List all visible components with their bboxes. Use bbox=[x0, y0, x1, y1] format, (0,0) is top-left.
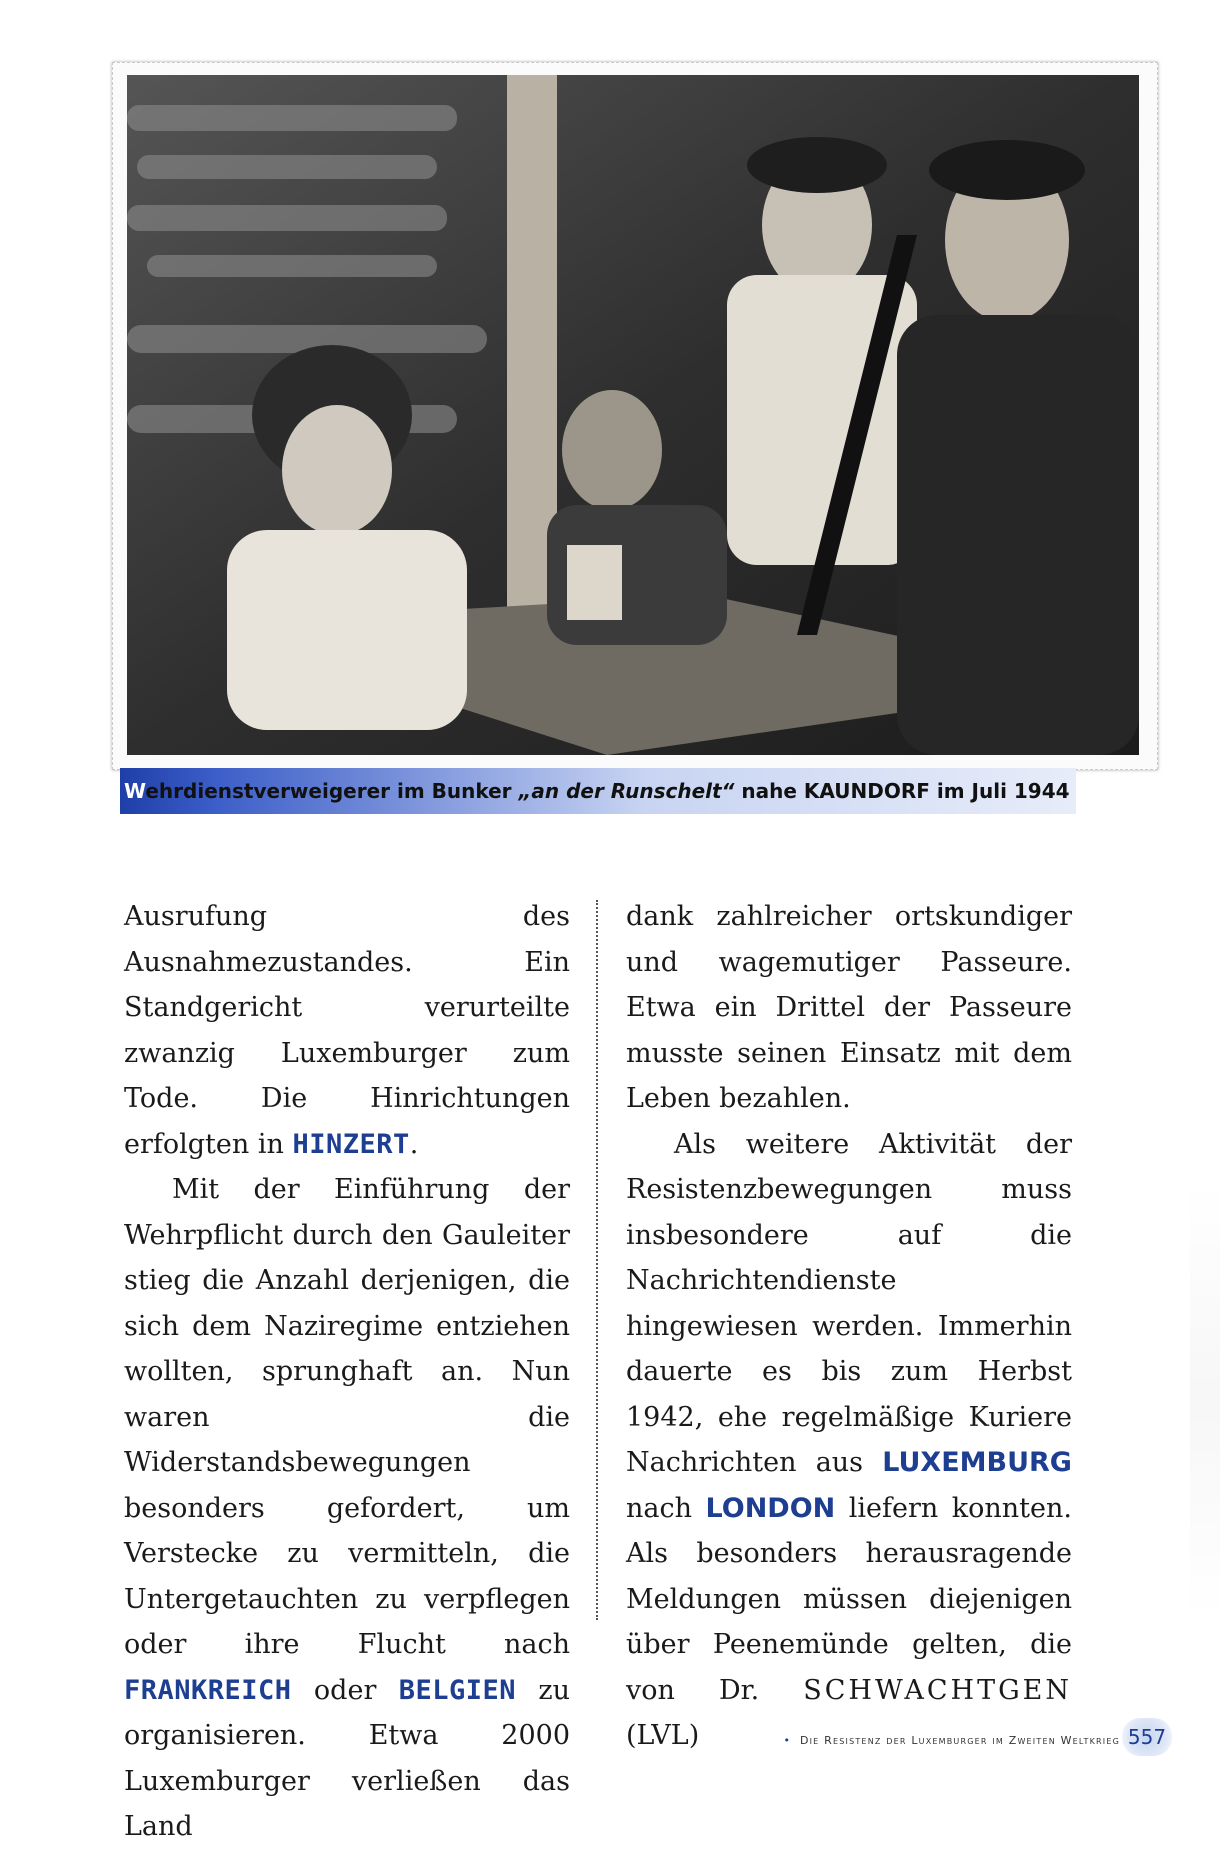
caption-text-end: nahe KAUNDORF im Juli 1944 bbox=[734, 779, 1070, 803]
paragraph-text: dank zahlreicher ortskundiger und wagemutiger Passeure. Etwa ein Drittel der Passeure musste seinen Einsatz mit dem Leben bezahlen. bbox=[626, 901, 1072, 1114]
paragraph-text: Mit der Einführung der Wehrpflicht durch den Gauleiter stieg die Anzahl derjenigen, die sich dem Naziregime entziehen wollten, sprunghaft an. Nun waren die Widerstandsbewegungen besonders gefordert, um Verstecke zu vermitteln, die Untergetauchten zu verpflegen oder ihre Flucht nach bbox=[124, 1174, 570, 1660]
paragraph bbox=[124, 894, 570, 1167]
photo-caption bbox=[120, 768, 1076, 814]
punctuation: . bbox=[409, 1128, 419, 1160]
paragraph-text: Als weitere Aktivität der Resistenzbewegungen muss insbesondere auf die Nachrichtendienste hingewiesen werden. Immerhin dauerte es bis zum Herbst 1942, ehe regelmäßige Kuriere Nachrichten aus bbox=[626, 1128, 1072, 1478]
paragraph bbox=[626, 1122, 1072, 1759]
bunker-photo-illustration bbox=[127, 75, 1139, 755]
paragraph-text: oder bbox=[313, 1674, 377, 1706]
paragraph-text: zu organisieren. Etwa 2000 Luxemburger verließen das Land bbox=[124, 1674, 570, 1842]
paragraph-text: liefern konnten. Als besonders herausragende Meldungen müssen diejenigen über Peenemünde gelten, die von Dr. bbox=[626, 1492, 1072, 1706]
paragraph-text: Ausrufung des Ausnahmezustandes. Ein Standgericht verurteilte zwanzig Luxemburger zum Tode. Die Hinrichtungen erfolgten in bbox=[124, 901, 570, 1160]
page-edge-shadow bbox=[1190, 1180, 1220, 1620]
right-text-column bbox=[626, 894, 1072, 1759]
historic-bunker-photo bbox=[127, 75, 1139, 755]
place-name: BELGIEN bbox=[398, 1674, 517, 1706]
caption-initial: W bbox=[124, 779, 146, 803]
left-text-column bbox=[124, 894, 570, 1850]
running-title: Die Resistenz der Luxemburger im Zweiten Weltkrieg bbox=[799, 1734, 1120, 1747]
place-name: LUXEMBURG bbox=[882, 1447, 1072, 1478]
place-name: HINZERT bbox=[292, 1128, 410, 1160]
photo-frame bbox=[112, 62, 1158, 770]
caption-text: ehrdienstverweigerer im Bunker bbox=[145, 779, 519, 803]
paragraph bbox=[124, 1167, 570, 1850]
place-name: FRANKREICH bbox=[124, 1674, 292, 1706]
running-footer bbox=[660, 1734, 1120, 1747]
page-number: 557 bbox=[1122, 1718, 1172, 1756]
paragraph-text: (LVL) bbox=[626, 1720, 700, 1751]
person-name: SCHWACHTGEN bbox=[803, 1674, 1072, 1706]
place-name: LONDON bbox=[705, 1492, 836, 1524]
caption-bunker-name: „an der Runschelt“ bbox=[518, 779, 735, 803]
column-divider bbox=[596, 900, 598, 1620]
footer-bullet: • bbox=[783, 1734, 792, 1747]
paragraph-text: nach bbox=[626, 1492, 692, 1524]
paragraph bbox=[626, 894, 1072, 1122]
